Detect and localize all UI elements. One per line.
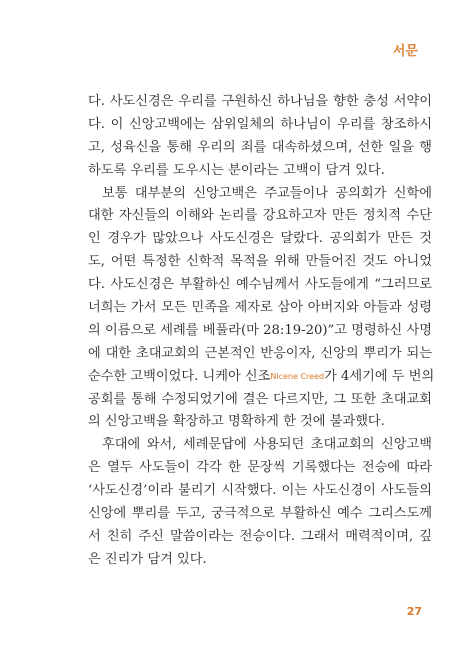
text-line: 다. 사도신경은 부활하신 예수님께서 사도들에게 “그러므로: [88, 277, 432, 293]
text-line: 너희는 가서 모든 민족을 제자로 삼아 아버지와 아들과 성령: [88, 300, 432, 316]
nicene-line-after: 가 4세기에 두 번의: [324, 368, 435, 384]
text-line: 고, 성육신을 통해 우리의 죄를 대속하셨으며, 선한 일을 행: [88, 139, 432, 155]
text-line: 대한 자신들의 이해와 논리를 강요하고자 만든 정치적 수단: [88, 208, 432, 224]
section-title: 서문: [392, 44, 418, 59]
text-line: 은 열두 사도들이 각각 한 문장씩 기록했다는 전승에 따라: [88, 460, 432, 476]
text-line-nicene: [88, 366, 435, 389]
body-text: [88, 91, 435, 572]
text-line: 공회를 통해 수정되었기에 결은 다르지만, 그 또한 초대교회: [88, 391, 432, 407]
paragraph-start-line: 후대에 와서, 세례문답에 사용되던 초대교회의 신앙고백: [102, 437, 432, 453]
text-line: ‘사도신경’이라 불리기 시작했다. 이는 사도신경이 사도들의: [88, 483, 432, 499]
text-line: 신앙에 뿌리를 두고, 궁극적으로 부활하신 예수 그리스도께: [88, 506, 432, 522]
page-number: 27: [406, 605, 422, 618]
paragraph-start-line: 보통 대부분의 신앙고백은 주교들이나 공의회가 신학에: [102, 185, 432, 201]
text-line: 인 경우가 많았으나 사도신경은 달랐다. 공의회가 만든 것: [88, 231, 432, 247]
text-line: 도, 어떤 특정한 신학적 목적을 위해 만들어진 것도 아니었: [88, 254, 432, 270]
text-line: 에 대한 초대교회의 근본적인 반응이자, 신앙의 뿌리가 되는: [88, 345, 432, 361]
nicene-line-before: 순수한 고백이었다. 니케아 신조: [88, 368, 271, 384]
text-line: 다. 사도신경은 우리를 구원하신 하나님을 향한 충성 서약이: [88, 94, 432, 109]
text-line: 은 진리가 담겨 있다.: [88, 551, 207, 567]
nicene-creed-note: Nicene Creed: [270, 371, 325, 381]
text-line: 다. 이 신앙고백에는 삼위일체의 하나님이 우리를 창조하시: [88, 116, 432, 132]
text-line: 의 신앙고백을 확장하고 명확하게 한 것에 불과했다.: [88, 414, 385, 430]
text-line: 서 친히 주신 말씀이라는 전승이다. 그래서 매력적이며, 깊: [88, 528, 432, 544]
text-line: 하도록 우리를 도우시는 분이라는 고백이 담겨 있다.: [88, 162, 385, 178]
text-line: 의 이름으로 세례를 베풀라(마 28:19-20)”고 명령하신 사명: [88, 322, 432, 338]
